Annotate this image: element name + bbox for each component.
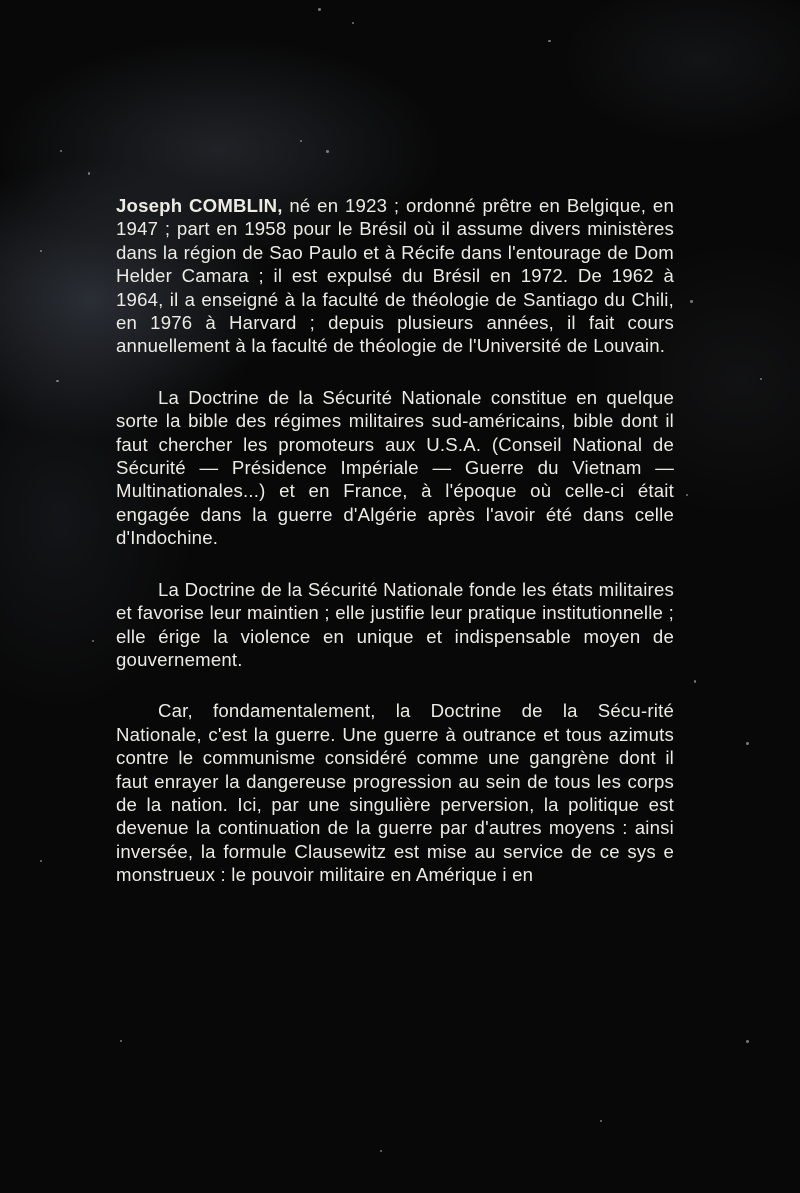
author-name: Joseph COMBLIN, bbox=[116, 195, 283, 216]
back-cover-text bbox=[116, 194, 674, 915]
author-bio-text: né en 1923 ; ordonné prêtre en Belgique, en 1947 ; part en 1958 pour le Brésil où il assume divers ministères dans la région de Sao Paulo et à Récife dans l'entourage de Dom Helder Camara ; il est expulsé du Brésil en 1972. De 1962 à 1964, il a enseigné à la faculté de théologie de Santiago du Chili, en 1976 à Harvard ; depuis plusieurs années, il fait cours annuellement à la faculté de théologie de l'Université de Louvain. bbox=[116, 195, 674, 357]
paragraph-doctrine-purpose: La Doctrine de la Sécurité Nationale fonde les états militaires et favorise leur maintien ; elle justifie leur pratique institutionnelle ; elle érige la violence en unique et indispensable moyen de gouvernement. bbox=[116, 578, 674, 670]
paragraph-doctrine-war: Car, fondamentalement, la Doctrine de la Sécu-rité Nationale, c'est la guerre. Une guerre à outrance et tous azimuts contre le communisme considéré comme une gangrène dont il faut enrayer la dangereuse progression au sein de tous les corps de la nation. Ici, par une singulière perversion, la politique est devenue la continuation de la guerre par d'autres moyens : ainsi inversée, la formule Clausewitz est mise au service de ce sys e monstrueux : le pouvoir militaire en Amérique i en bbox=[116, 700, 674, 886]
paragraph-doctrine-origins: La Doctrine de la Sécurité Nationale constitue en quelque sorte la bible des régimes militaires sud-américains, bible dont il faut chercher les promoteurs aux U.S.A. (Conseil National de Sécurité — Présidence Impériale — Guerre du Vietnam — Multinationales...) et en France, à l'époque où celle-ci était engagée dans la guerre d'Algérie après l'avoir été dans celle d'Indochine. bbox=[116, 386, 674, 549]
author-bio bbox=[116, 194, 674, 358]
